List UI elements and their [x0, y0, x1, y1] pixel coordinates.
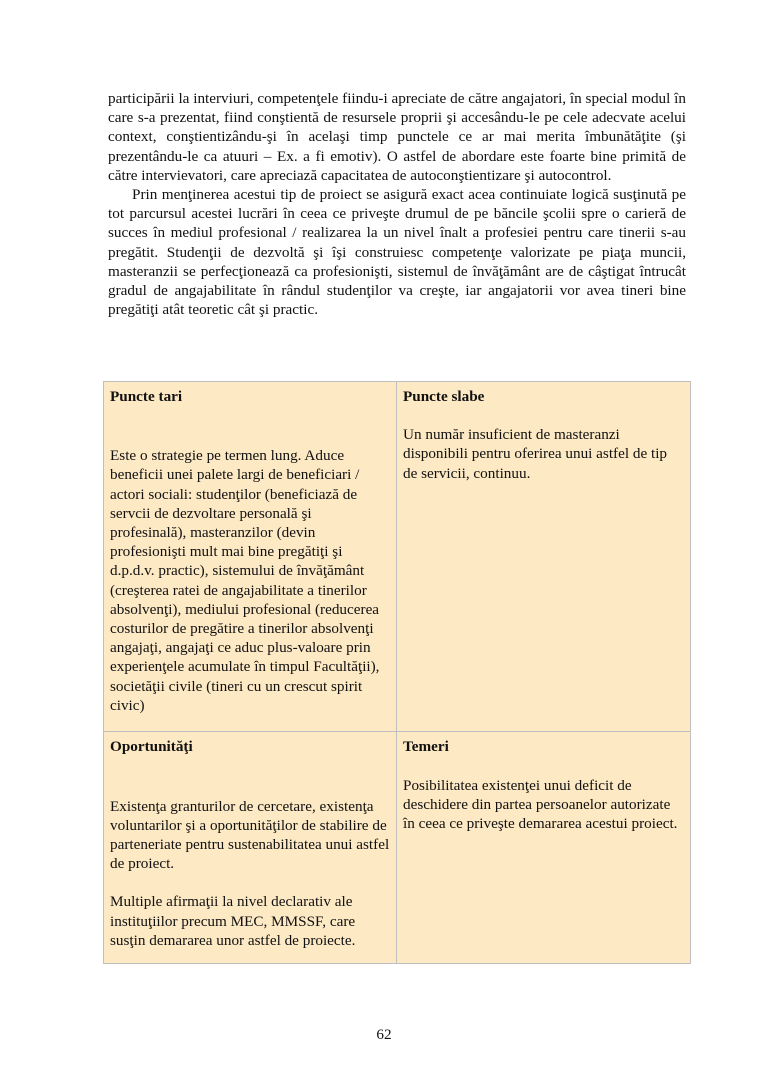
swot-cell-weaknesses	[397, 382, 691, 732]
weaknesses-title: Puncte slabe	[403, 388, 485, 405]
opportunities-text: Multiple afirmaţii la nivel declarativ ale instituţiilor precum MEC, MMSSF, care susţin demararea unor astfel de proiecte.	[110, 893, 356, 949]
opportunities-title: Oportunităţi	[110, 738, 193, 756]
body-paragraph: participării la interviuri, competenţele fiindu-i apreciate de către angajatori, în special modul în care s-a prezentat, fiind conştientă de resursele proprii şi accesându-le pe cele adecvate acelui context, conştientizându-şi în acelaşi timp punctele ce ar mai merita îmbunătăţite (şi prezentându-le ca atuuri – Ex. a fi emotiv). O astfel de abordare este foarte bine primită de către intervievatori, care apreciază capacitatea de autoconştientizare şi autocontrol.	[108, 90, 686, 184]
document-body	[108, 89, 686, 319]
body-paragraph: Prin menţinerea acestui tip de proiect se asigură exact acea continuiate logică susţinută pe tot parcursul acestei lucrări în ceea ce priveşte drumul de pe băncile şcolii spre o carieră de succes în mediul profesional / realizarea la un nivel înalt a profesiei pentru care tinerii s-au pregătit. Studenţii de dezvoltă şi îşi construiesc competenţe valorizate pe piaţa muncii, masteranzii se perfecţionează ca profesionişti, sistemul de învăţământ are de câştigat întrucât gradul de angajabilitate în rândul studenţilor va creşte, iar angajatorii vor avea tineri bine pregătiţi atât teoretic cât şi practic.	[108, 186, 686, 319]
swot-row-internal	[104, 382, 691, 732]
swot-row-external	[104, 732, 691, 964]
swot-cell-opportunities	[104, 732, 397, 964]
swot-cell-strengths	[104, 382, 397, 732]
threats-title: Temeri	[403, 738, 449, 756]
swot-table	[103, 381, 691, 964]
swot-cell-threats	[397, 732, 691, 964]
strengths-title: Puncte tari	[110, 388, 183, 405]
weaknesses-text: Un număr insuficient de masteranzi disponibili pentru oferirea unui astfel de tip de servicii, continuu.	[403, 426, 668, 482]
strengths-text: Este o strategie pe termen lung. Aduce beneficii unei palete largi de beneficiari / actori sociali: studenţilor (beneficiază de servcii de dezvoltare personală şi profesinală), masteranzilor (devin profesionişti mult mai bine pregătiţi şi d.p.d.v. practic), sistemului de învăţământ (creşterea ratei de angajabilitate a tinerilor absolvenţi), mediului profesional (reducerea costurilor de pregătire a tinerilor absolvenţi angajaţi, angajaţi ce aduc plus-valoare prin experienţele acumulate în timpul Facultăţii), societăţii civile (tineri cu un crescut spirit civic)	[110, 447, 380, 714]
opportunities-text: Existenţa granturilor de cercetare, existenţa voluntarilor şi a oportunităţilor de stabilire de parteneriate pentru sustenabilitatea unui astfel de proiect.	[110, 797, 390, 873]
page-number: 62	[376, 1026, 392, 1043]
threats-text: Posibilitatea existenţei unui deficit de deschidere din partea persoanelor autorizate în ceea ce priveşte demararea acestui proiect.	[403, 776, 678, 833]
